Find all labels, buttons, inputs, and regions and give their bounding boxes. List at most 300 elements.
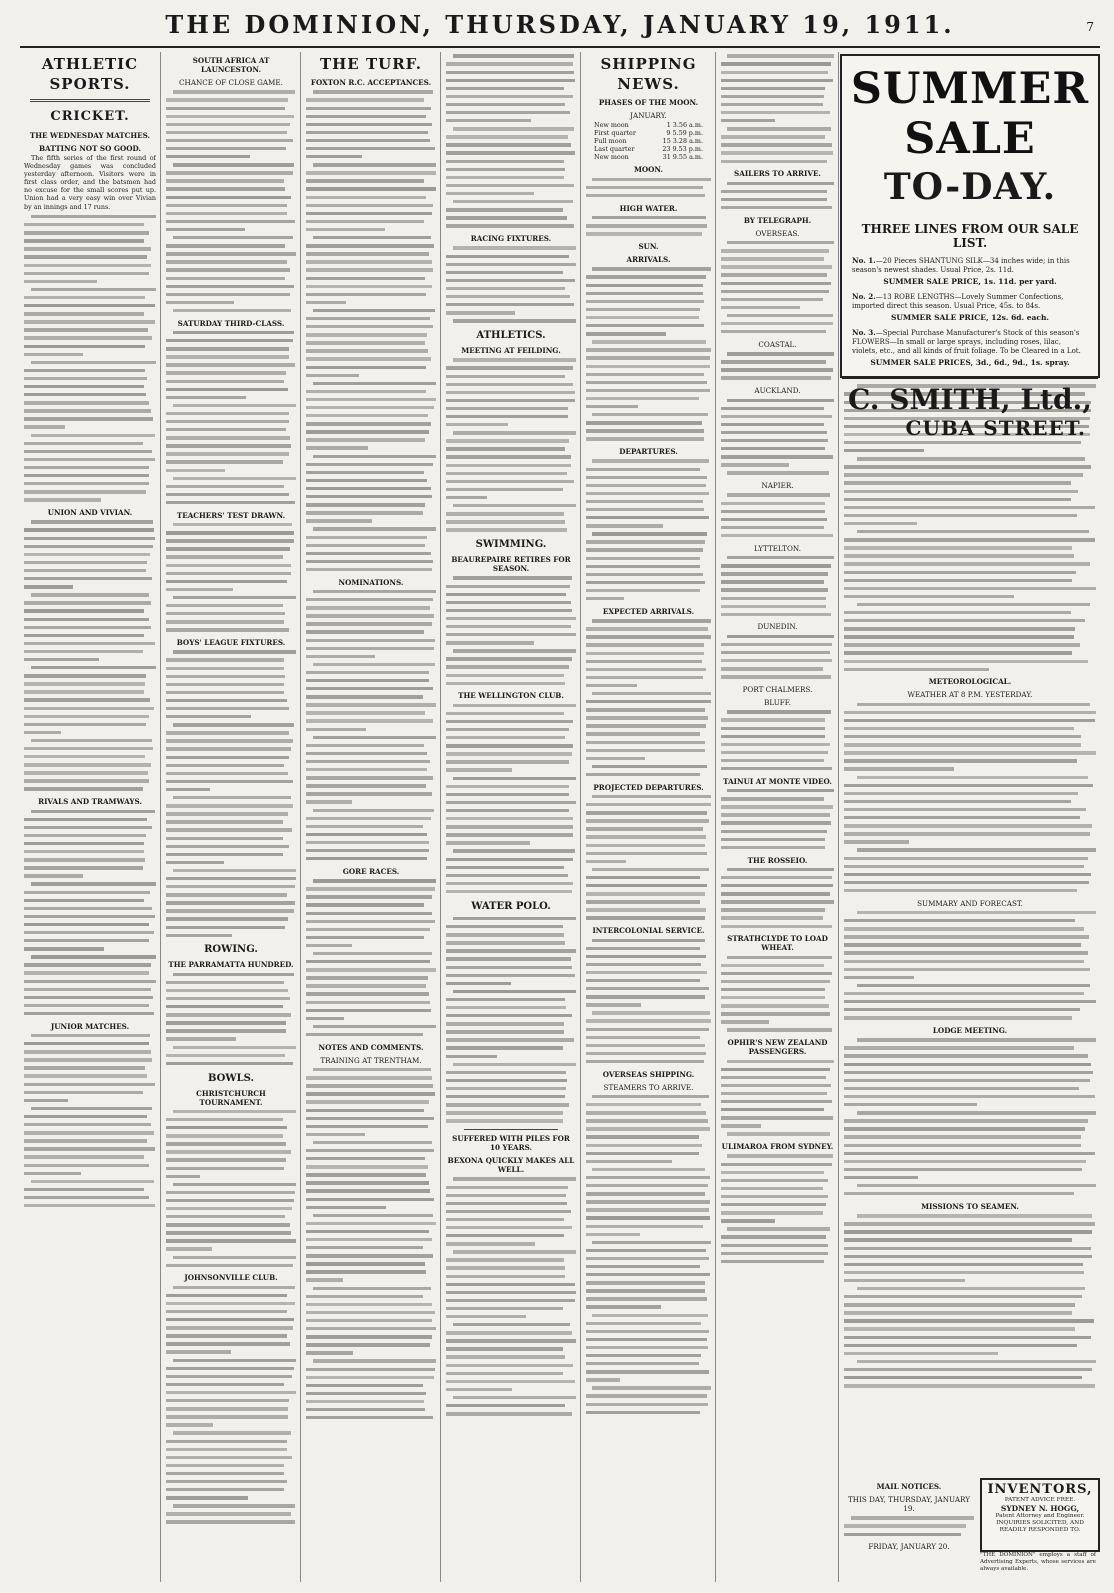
text-line xyxy=(166,826,296,834)
text-line xyxy=(844,1006,1096,1014)
text-line xyxy=(721,594,834,602)
text-line xyxy=(586,1157,711,1165)
text-line xyxy=(166,145,296,153)
text-line xyxy=(166,529,296,537)
text-line xyxy=(24,415,156,423)
article-body xyxy=(24,1032,156,1210)
text-line xyxy=(166,1205,296,1213)
text-line xyxy=(306,782,436,790)
text-line xyxy=(844,568,1096,576)
text-line xyxy=(24,302,156,310)
subheading: BEXONA QUICKLY MAKES ALL WELL. xyxy=(447,1156,575,1175)
text-line xyxy=(166,1405,296,1413)
text-line xyxy=(721,914,834,922)
column-shipping-cont xyxy=(721,52,834,1582)
text-line xyxy=(306,1006,436,1014)
article-body xyxy=(721,1057,834,1138)
text-line xyxy=(24,832,156,840)
text-line xyxy=(24,648,156,656)
text-line xyxy=(586,771,711,779)
text-line xyxy=(306,1228,436,1236)
text-line xyxy=(844,455,1096,463)
text-line xyxy=(586,673,711,681)
masthead-title: THE DOMINION, THURSDAY, JANUARY 19, 1911. xyxy=(165,10,955,39)
text-line xyxy=(306,509,436,517)
text-line xyxy=(844,973,1096,981)
text-line xyxy=(586,175,711,183)
subheading: BEAUREPAIRE RETIRES FOR SEASON. xyxy=(451,555,571,574)
text-line xyxy=(721,1073,834,1081)
text-line xyxy=(306,933,436,941)
ad-headline: INVENTORS, xyxy=(987,1482,1093,1497)
text-line xyxy=(844,1530,974,1538)
text-line xyxy=(306,1219,436,1227)
text-line xyxy=(166,858,296,866)
text-line xyxy=(446,615,576,623)
text-line xyxy=(446,268,576,276)
text-line xyxy=(844,909,1096,917)
text-line xyxy=(166,1043,296,1051)
article-body xyxy=(166,1283,296,1526)
text-line xyxy=(446,1020,576,1028)
text-line xyxy=(166,1011,296,1019)
text-line xyxy=(306,990,436,998)
text-line xyxy=(446,979,576,987)
text-line xyxy=(586,1190,711,1198)
text-line xyxy=(721,866,834,874)
text-line xyxy=(586,1238,711,1246)
text-line xyxy=(446,1410,576,1418)
subheading: NOTES AND COMMENTS. xyxy=(318,1042,424,1052)
text-line xyxy=(446,429,576,437)
text-line xyxy=(24,1056,156,1064)
text-line xyxy=(446,157,576,165)
text-line xyxy=(306,839,436,847)
text-line xyxy=(586,1149,711,1157)
text-line xyxy=(586,297,711,305)
text-line xyxy=(166,553,296,561)
text-line xyxy=(306,452,436,460)
text-line xyxy=(586,1271,711,1279)
text-line xyxy=(721,578,834,586)
text-line xyxy=(844,1244,1096,1252)
text-line xyxy=(586,857,711,865)
text-line xyxy=(844,1374,1096,1382)
text-line xyxy=(721,898,834,906)
text-line xyxy=(306,1317,436,1325)
text-line xyxy=(446,380,576,388)
text-line xyxy=(166,401,296,409)
subheading: LODGE MEETING. xyxy=(932,1025,1008,1035)
text-line xyxy=(446,1402,576,1410)
text-line xyxy=(446,1280,576,1288)
text-line xyxy=(586,1246,711,1254)
text-line xyxy=(24,464,156,472)
text-line xyxy=(166,1291,296,1299)
text-line xyxy=(166,1059,296,1067)
text-line xyxy=(166,1437,296,1445)
text-line xyxy=(586,793,711,801)
column-rule xyxy=(300,52,301,1582)
text-line xyxy=(166,226,296,234)
text-line xyxy=(306,717,436,725)
text-line xyxy=(306,685,436,693)
subheading: NOMINATIONS. xyxy=(338,577,404,587)
text-line xyxy=(721,1152,834,1160)
text-line xyxy=(586,314,711,322)
text-line xyxy=(844,503,1096,511)
text-line xyxy=(586,1214,711,1222)
text-line xyxy=(586,411,711,419)
text-line xyxy=(586,530,711,538)
text-line xyxy=(721,263,834,271)
text-line xyxy=(306,1373,436,1381)
text-line xyxy=(844,1133,1096,1141)
text-line xyxy=(306,88,436,96)
text-line xyxy=(844,949,1096,957)
text-line xyxy=(844,479,1096,487)
text-line xyxy=(446,198,576,206)
text-line xyxy=(446,750,576,758)
text-line xyxy=(166,1003,296,1011)
text-line xyxy=(24,856,156,864)
text-line xyxy=(306,104,436,112)
subheading: NAPIER. xyxy=(761,481,794,491)
text-line xyxy=(586,1033,711,1041)
text-line xyxy=(166,218,296,226)
text-line xyxy=(24,993,156,1001)
text-line xyxy=(306,709,436,717)
subheading: OPHIR'S NEW ZEALAND PASSENGERS. xyxy=(727,1038,828,1057)
text-line xyxy=(166,120,296,128)
text-line xyxy=(24,455,156,463)
text-line xyxy=(306,485,436,493)
text-line xyxy=(24,712,156,720)
text-line xyxy=(446,623,576,631)
sale-item-number: No. 1. xyxy=(852,256,876,265)
text-line xyxy=(844,584,1096,592)
text-line xyxy=(844,576,1096,584)
text-line xyxy=(446,1068,576,1076)
text-line xyxy=(721,819,834,827)
text-line xyxy=(166,1156,296,1164)
text-line xyxy=(721,358,834,366)
text-line xyxy=(24,496,156,504)
column-athletics xyxy=(446,52,576,1582)
text-line xyxy=(844,1109,1096,1117)
text-line xyxy=(166,1356,296,1364)
text-line xyxy=(844,1293,1096,1301)
text-line xyxy=(446,1353,576,1361)
text-line xyxy=(446,469,576,477)
text-line xyxy=(166,1381,296,1389)
text-line xyxy=(586,1303,711,1311)
text-line xyxy=(446,92,576,100)
text-line xyxy=(306,1276,436,1284)
text-line xyxy=(844,1260,1096,1268)
text-line xyxy=(586,1174,711,1182)
text-line xyxy=(721,328,834,336)
article-body xyxy=(166,1108,296,1270)
text-line xyxy=(721,610,834,618)
text-line xyxy=(24,294,156,302)
text-line xyxy=(844,1076,1096,1084)
text-line xyxy=(166,482,296,490)
column-meteorological xyxy=(844,382,1096,1472)
text-line xyxy=(306,315,436,323)
text-line xyxy=(24,769,156,777)
column-athletic xyxy=(24,52,156,1582)
text-line xyxy=(166,450,296,458)
text-line xyxy=(166,177,296,185)
ad-subheadline: TO-DAY. xyxy=(883,166,1057,208)
column-rule xyxy=(715,52,716,1582)
text-line xyxy=(306,145,436,153)
ad-line: PATENT ADVICE FREE. xyxy=(1004,1497,1076,1503)
text-line xyxy=(721,179,834,187)
text-line xyxy=(166,577,296,585)
text-line xyxy=(844,846,1096,854)
text-line xyxy=(166,137,296,145)
text-line xyxy=(721,157,834,165)
text-line xyxy=(306,893,436,901)
text-line xyxy=(721,657,834,665)
text-line xyxy=(446,173,576,181)
company-block xyxy=(842,377,1098,440)
text-line xyxy=(166,353,296,361)
text-line xyxy=(24,937,156,945)
text-line xyxy=(586,395,711,403)
text-line xyxy=(166,201,296,209)
text-line xyxy=(721,1026,834,1034)
text-line xyxy=(586,346,711,354)
article-body xyxy=(586,793,711,923)
text-line xyxy=(166,769,296,777)
text-line xyxy=(586,514,711,522)
text-line xyxy=(446,309,576,317)
text-line xyxy=(306,525,436,533)
text-line xyxy=(166,307,296,315)
text-line xyxy=(166,491,296,499)
text-line xyxy=(446,871,576,879)
text-line xyxy=(586,936,711,944)
text-line xyxy=(446,1060,576,1068)
text-line xyxy=(844,552,1096,560)
text-line xyxy=(166,1253,296,1261)
text-line xyxy=(306,628,436,636)
text-line xyxy=(721,68,834,76)
text-line xyxy=(166,810,296,818)
moon-phase: New moon xyxy=(594,153,629,162)
subheading: SAILERS TO ARRIVE. xyxy=(734,169,821,179)
subheading: MEETING AT FEILDING. xyxy=(461,346,561,355)
article-body xyxy=(166,521,296,634)
text-line xyxy=(306,966,436,974)
text-line xyxy=(721,149,834,157)
subheading: TAINUI AT MONTE VIDEO. xyxy=(723,776,832,786)
text-line xyxy=(721,843,834,851)
text-line xyxy=(844,838,1096,846)
column-shipping xyxy=(586,52,711,1582)
text-line xyxy=(166,778,296,786)
text-line xyxy=(306,1389,436,1397)
text-line xyxy=(306,412,436,420)
text-line xyxy=(446,76,576,84)
subheading: DEPARTURES. xyxy=(619,447,678,457)
text-line xyxy=(24,672,156,680)
text-line xyxy=(844,854,1096,862)
article-body xyxy=(446,915,576,1125)
text-line xyxy=(24,704,156,712)
text-line xyxy=(446,1175,576,1183)
text-line xyxy=(24,815,156,823)
text-line xyxy=(586,1222,711,1230)
text-line xyxy=(306,855,436,863)
text-line xyxy=(24,253,156,261)
subheading: WEATHER AT 8 P.M. YESTERDAY. xyxy=(907,690,1033,700)
text-line xyxy=(166,1445,296,1453)
text-line xyxy=(306,1292,436,1300)
text-line xyxy=(306,566,436,574)
article-body xyxy=(446,52,576,230)
text-line xyxy=(306,1309,436,1317)
article-body xyxy=(306,88,436,574)
text-line xyxy=(166,1308,296,1316)
text-line xyxy=(446,109,576,117)
text-line xyxy=(446,165,576,173)
text-line xyxy=(24,318,156,326)
text-line xyxy=(721,1081,834,1089)
text-line xyxy=(721,765,834,773)
text-line xyxy=(24,1010,156,1018)
subheading: COASTAL. xyxy=(758,339,797,349)
text-line xyxy=(446,421,576,429)
text-line xyxy=(306,1284,436,1292)
text-line xyxy=(721,366,834,374)
article-body xyxy=(721,179,834,211)
text-line xyxy=(586,427,711,435)
text-line xyxy=(306,758,436,766)
subheading: GORE RACES. xyxy=(342,866,400,876)
text-line xyxy=(844,1125,1096,1133)
text-line xyxy=(446,1093,576,1101)
text-line xyxy=(24,534,156,542)
text-line xyxy=(306,1195,436,1203)
text-line xyxy=(586,1049,711,1057)
section-heading: ATHLETIC SPORTS. xyxy=(41,55,139,93)
text-line xyxy=(586,1230,711,1238)
text-line xyxy=(446,133,576,141)
text-line xyxy=(721,141,834,149)
text-line xyxy=(24,542,156,550)
text-line xyxy=(721,196,834,204)
text-line xyxy=(166,258,296,266)
text-line xyxy=(24,599,156,607)
sale-item-text: —13 ROBE LENGTHS—Lovely Summer Confections, imported direct this season. Usual Price, 45s. to 84s. xyxy=(852,293,1064,310)
moon-phase: Last quarter xyxy=(594,145,635,154)
article-body xyxy=(844,909,1096,1022)
text-line xyxy=(586,1319,711,1327)
text-line xyxy=(24,407,156,415)
article-body xyxy=(721,787,834,852)
text-line xyxy=(306,652,436,660)
text-line xyxy=(844,1182,1096,1190)
text-line xyxy=(446,1216,576,1224)
article-body xyxy=(306,877,436,1039)
text-line xyxy=(586,489,711,497)
text-line xyxy=(446,1337,576,1345)
text-line xyxy=(166,680,296,688)
article-body xyxy=(446,356,576,534)
text-line xyxy=(24,688,156,696)
text-line xyxy=(24,953,156,961)
text-line xyxy=(721,1233,834,1241)
ad-line: INQUIRIES SOLICITED, AND READILY RESPONDED TO. xyxy=(996,1520,1084,1533)
text-line xyxy=(166,1429,296,1437)
text-line xyxy=(586,362,711,370)
text-line xyxy=(166,298,296,306)
text-line xyxy=(306,774,436,782)
text-line xyxy=(721,461,834,469)
text-line xyxy=(721,1185,834,1193)
text-line xyxy=(166,664,296,672)
text-line xyxy=(306,549,436,557)
text-line xyxy=(166,1051,296,1059)
text-line xyxy=(306,798,436,806)
text-line xyxy=(24,1194,156,1202)
text-line xyxy=(306,588,436,596)
text-line xyxy=(166,426,296,434)
text-line xyxy=(721,602,834,610)
text-line xyxy=(24,840,156,848)
text-line xyxy=(24,1153,156,1161)
text-line xyxy=(446,879,576,887)
text-line xyxy=(306,830,436,838)
text-line xyxy=(446,1085,576,1093)
text-line xyxy=(844,789,1096,797)
text-line xyxy=(166,161,296,169)
text-line xyxy=(306,620,436,628)
text-line xyxy=(446,1264,576,1272)
text-line xyxy=(306,1098,436,1106)
text-line xyxy=(446,606,576,614)
text-line xyxy=(844,1101,1096,1109)
text-line xyxy=(166,282,296,290)
text-line xyxy=(586,809,711,817)
text-line xyxy=(586,641,711,649)
text-line xyxy=(306,282,436,290)
text-line xyxy=(166,393,296,401)
text-line xyxy=(306,1074,436,1082)
text-line xyxy=(586,617,711,625)
text-line xyxy=(306,1066,436,1074)
sale-item xyxy=(852,328,1088,367)
text-line xyxy=(306,250,436,258)
text-line xyxy=(306,339,436,347)
text-line xyxy=(166,1340,296,1348)
text-line xyxy=(166,1197,296,1205)
text-line xyxy=(24,237,156,245)
text-line xyxy=(586,595,711,603)
text-line xyxy=(446,182,576,190)
text-line xyxy=(586,801,711,809)
text-line xyxy=(24,1169,156,1177)
text-line xyxy=(166,274,296,282)
text-line xyxy=(166,209,296,217)
text-line xyxy=(24,929,156,937)
text-line xyxy=(586,649,711,657)
section-heading: SWIMMING. xyxy=(475,539,547,551)
